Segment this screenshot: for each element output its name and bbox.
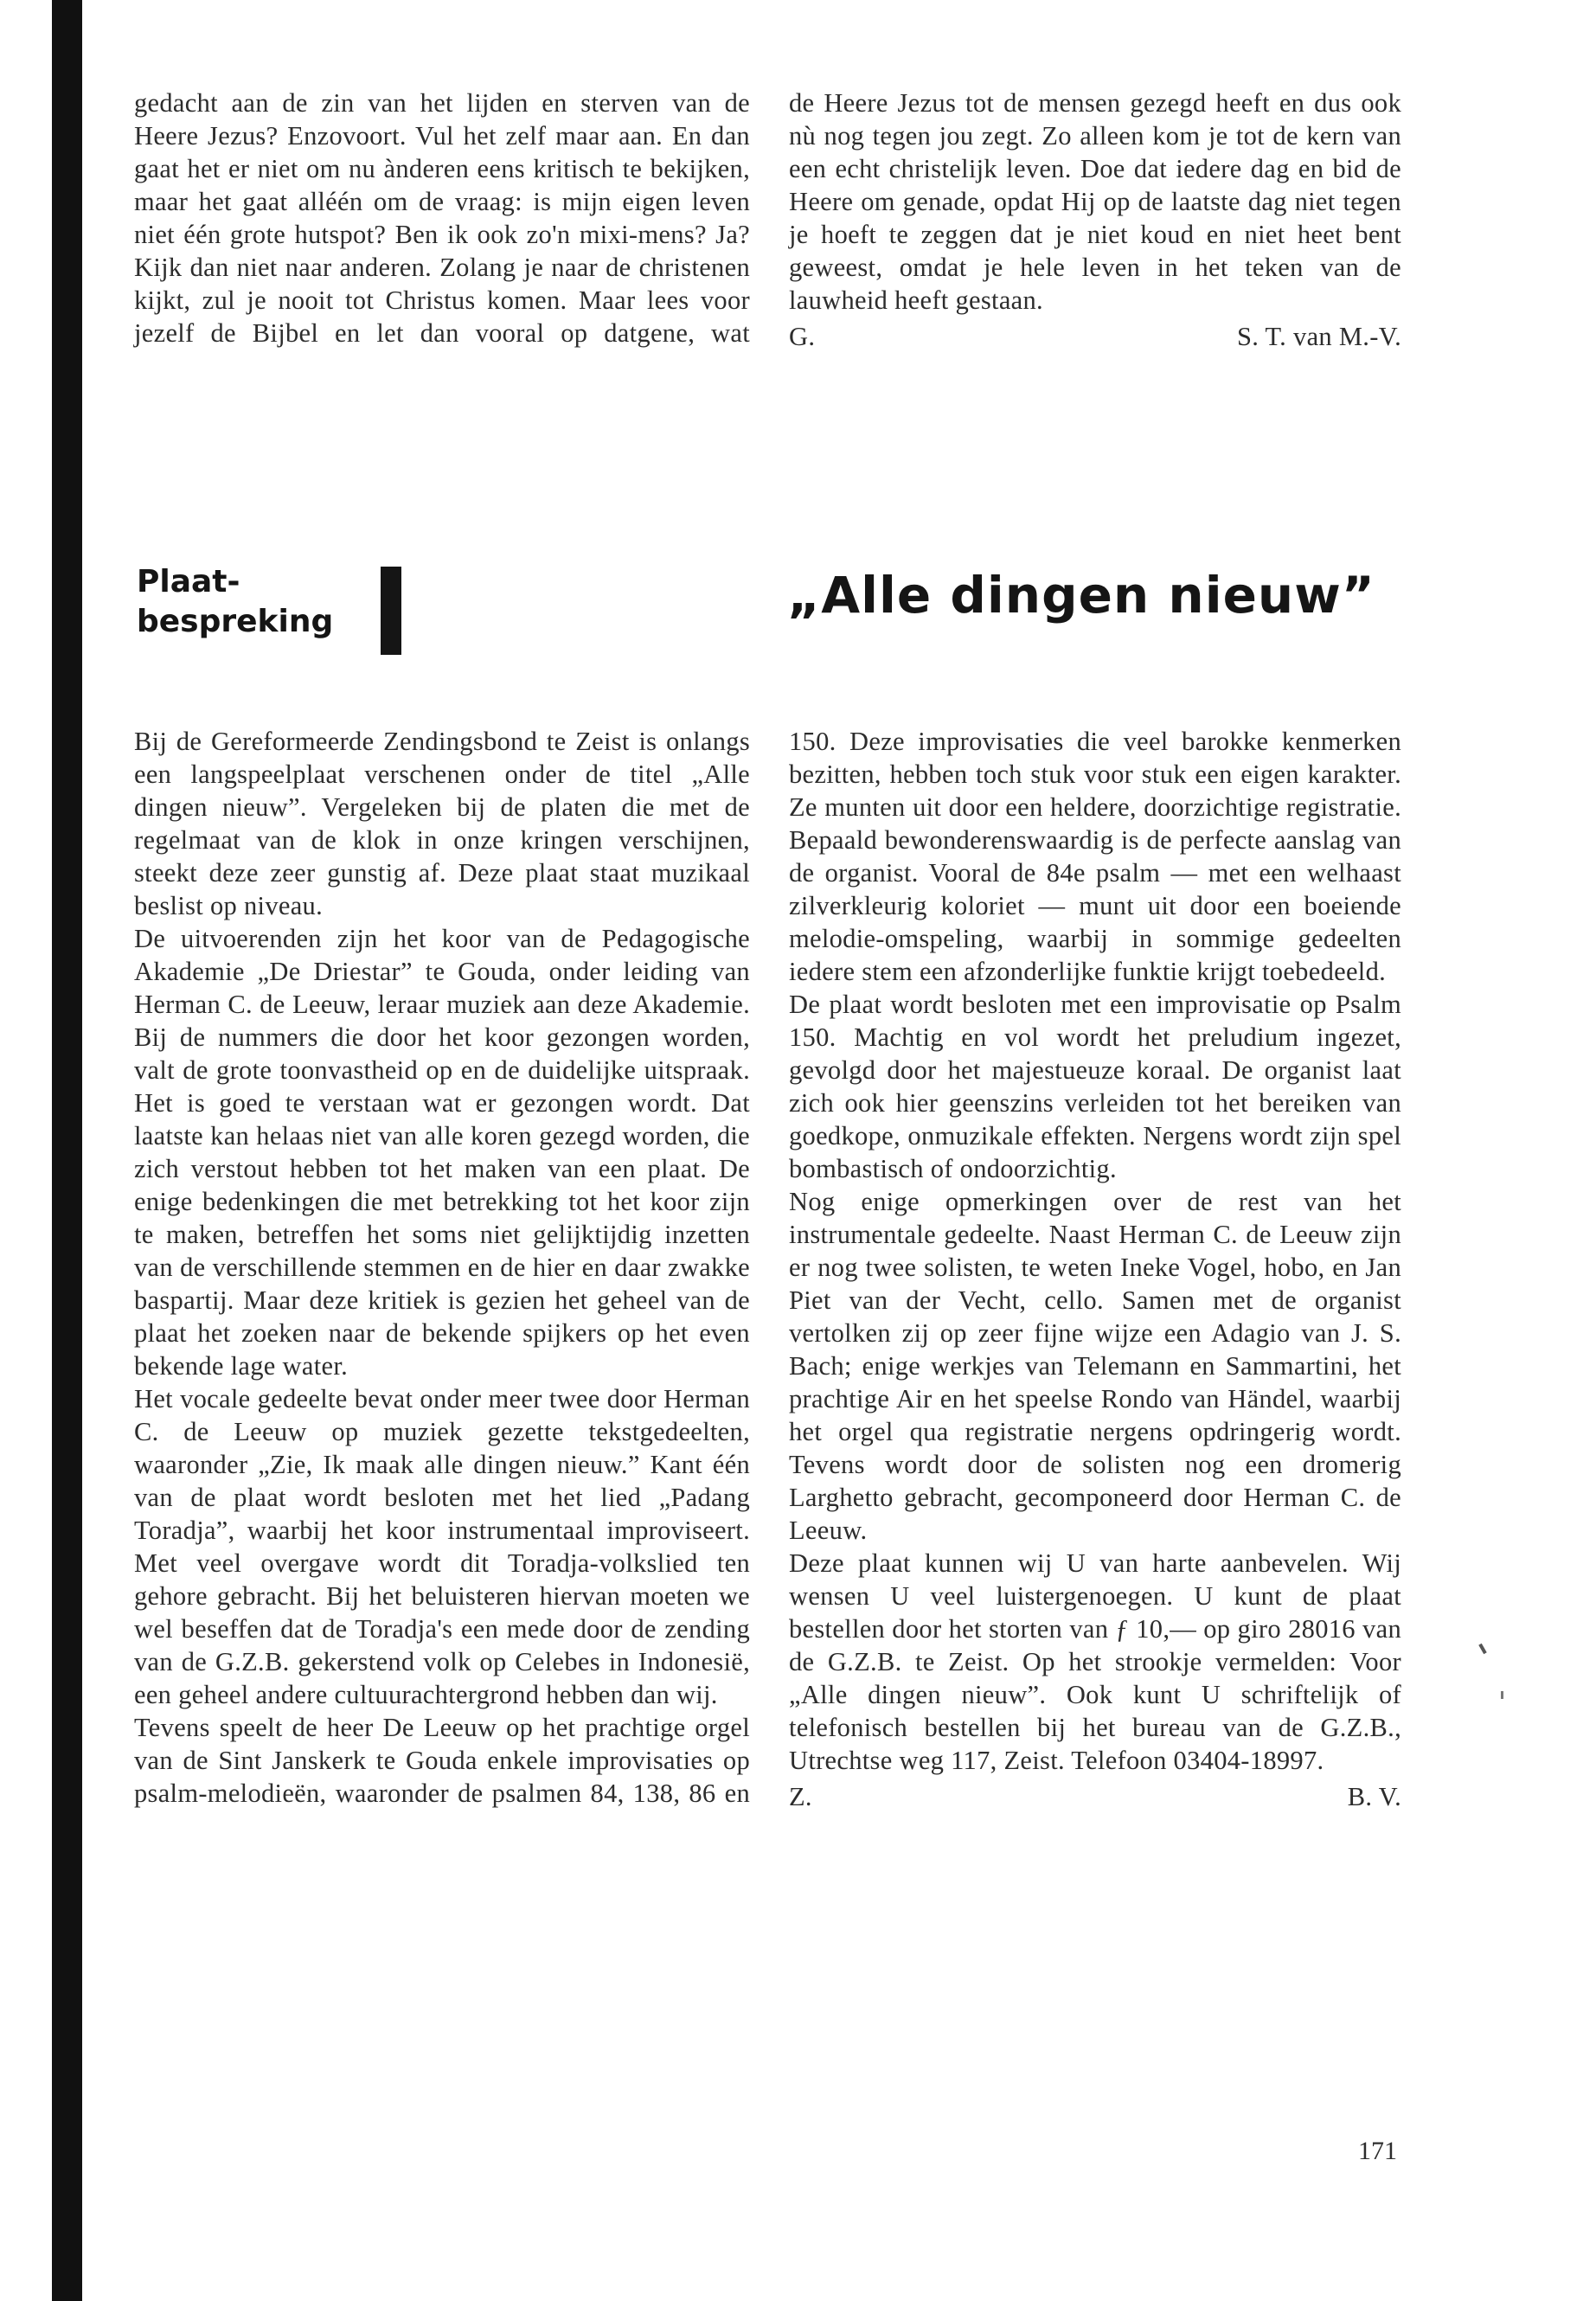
review-right-column: [789, 725, 1401, 1813]
previous-article-paragraph: gedacht aan de zin van het lijden en sterven van de Heere Jezus? Enzovoort. Vul het zelf maar aan. En dan gaat het er niet om nu ànderen eens kritisch te bekijken, maar het gaat alléén om de vraag: is mijn eigen leven niet één grote hutspot? Ben ik ook zo'n mixi-mens? Ja? Kijk dan niet naar anderen. Zolang je naar de christenen kijkt, zul je nooit tot Christus komen. Maar lees voor jezelf de Bijbel en let dan vooral op datgene, wat: [134, 88, 750, 348]
section-label-bar: [381, 567, 401, 655]
previous-article-left-column: [134, 87, 750, 349]
review-paragraph: Het vocale gedeelte bevat onder meer twee door Herman C. de Leeuw op muziek gezette tekstgedeelten, waaronder „Zie, Ik maak alle dingen nieuw.” Kant één van de plaat wordt besloten met het lied „Padang Toradja”, waarbij het koor instrumentaal improviseert. Met veel overgave wordt dit Toradja-volkslied ten gehore gebracht. Bij het beluisteren hiervan moeten we wel beseffen dat de Toradja's een mede door de zending van de G.Z.B. gekerstend volk op Celebes in Indonesië, een geheel andere cultuurachtergrond hebben dan wij.: [134, 1384, 750, 1709]
review-paragraph: 150. Deze improvisaties die veel barokke kenmerken bezitten, hebben toch stuk voor stuk een eigen karakter. Ze munten uit door een heldere, doorzichtige registratie. Bepaald bewonderenswaardig is de perfecte aanslag van de organist. Vooral de 84e psalm — met een welhaast zilverkleurig koloriet — munt uit door een boeiende melodie-omspeling, waarbij in sommige gedeelten iedere stem een afzonderlijke funktie krijgt toebedeeld.: [789, 727, 1401, 986]
section-label: [137, 562, 333, 642]
review-paragraph: De plaat wordt besloten met een improvisatie op Psalm 150. Machtig en vol wordt het preludium ingezet, gevolgd door het majestueuze koraal. De organist laat zich ook hier geenszins verleiden tot het bereiken van goedkope, onmuzikale effekten. Nergens wordt zijn spel bombastisch of ondoorzichtig.: [789, 990, 1401, 1183]
review-signature: [789, 1780, 1401, 1813]
scan-speck: [1501, 1691, 1503, 1699]
signature-author: S. T. van M.-V.: [1236, 322, 1401, 351]
previous-article-signature: [789, 320, 1401, 353]
section-label-line-1: Plaat-: [137, 564, 240, 599]
review-paragraph: De uitvoerenden zijn het koor van de Pedagogische Akademie „De Driestar” te Gouda, onder leiding van Herman C. de Leeuw, leraar muziek aan deze Akademie. Bij de nummers die door het koor gezongen worden, valt de grote toonvastheid op en de duidelijke uitspraak. Het is goed te verstaan wat er gezongen wordt. Dat laatste kan helaas niet van alle koren gezegd worden, die zich verstout hebben tot het maken van een plaat. De enige bedenkingen die met betrekking tot het koor zijn te maken, betreffen het soms niet gelijktijdig inzetten van de verschillende stemmen en de hier en daar zwakke baspartij. Maar deze kritiek is gezien het geheel van de plaat het zoeken naar de bekende spijkers op het even bekende lage water.: [134, 924, 750, 1381]
review-left-column: [134, 725, 750, 1810]
article-headline: „Alle dingen nieuw”: [787, 566, 1375, 625]
page-number: 171: [1358, 2137, 1397, 2165]
section-label-line-2: bespreking: [137, 604, 334, 639]
scan-speck: [1478, 1644, 1486, 1654]
review-paragraph: Deze plaat kunnen wij U van harte aanbevelen. Wij wensen U veel luistergenoegen. U kunt de plaat bestellen door het storten van ƒ 10,— op giro 28016 van de G.Z.B. te Zeist. Op het strookje vermelden: Voor „Alle dingen nieuw”. Ook kunt U schriftelijk of telefonisch bestellen bij het bureau van de G.Z.B., Utrechtse weg 117, Zeist. Telefoon 03404-18997.: [789, 1548, 1401, 1775]
signature-location: Z.: [789, 1782, 812, 1811]
signature-author: B. V.: [1347, 1782, 1401, 1811]
review-paragraph: Bij de Gereformeerde Zendingsbond te Zeist is onlangs een langspeelplaat verschenen onder de titel „Alle dingen nieuw”. Vergeleken bij de platen die met de regelmaat van de klok in onze kringen verschijnen, steekt deze zeer gunstig af. Deze plaat staat muzikaal beslist op niveau.: [134, 727, 750, 920]
review-paragraph: Tevens speelt de heer De Leeuw op het prachtige orgel van de Sint Janskerk te Gouda enkele improvisaties op psalm-melodieën, waaronder de psalmen 84, 138, 86 en: [134, 1713, 750, 1808]
review-paragraph: Nog enige opmerkingen over de rest van het instrumentale gedeelte. Naast Herman C. de Leeuw zijn er nog twee solisten, te weten Ineke Vogel, hobo, en Jan Piet van der Vecht, cello. Samen met de organist vertolken zij op zeer fijne wijze een Adagio van J. S. Bach; enige werkjes van Telemann en Sammartini, het prachtige Air en het speelse Rondo van Händel, waarbij het orgel qua registratie nergens opdringerig wordt. Tevens wordt door de solisten nog een dromerig Larghetto gebracht, gecomponeerd door Herman C. de Leeuw.: [789, 1187, 1401, 1545]
previous-article-paragraph: de Heere Jezus tot de mensen gezegd heeft en dus ook nù nog tegen jou zegt. Zo alleen kom je tot de kern van een echt christelijk leven. Doe dat iedere dag en bid de Heere om genade, opdat Hij op de laatste dag niet tegen je hoeft te zeggen dat je niet koud en niet heet bent geweest, omdat je hele leven in het teken van de lauwheid heeft gestaan.: [789, 88, 1401, 315]
previous-article-right-column: [789, 87, 1401, 353]
page-edge-bar: [52, 0, 82, 2301]
signature-location: G.: [789, 322, 816, 351]
